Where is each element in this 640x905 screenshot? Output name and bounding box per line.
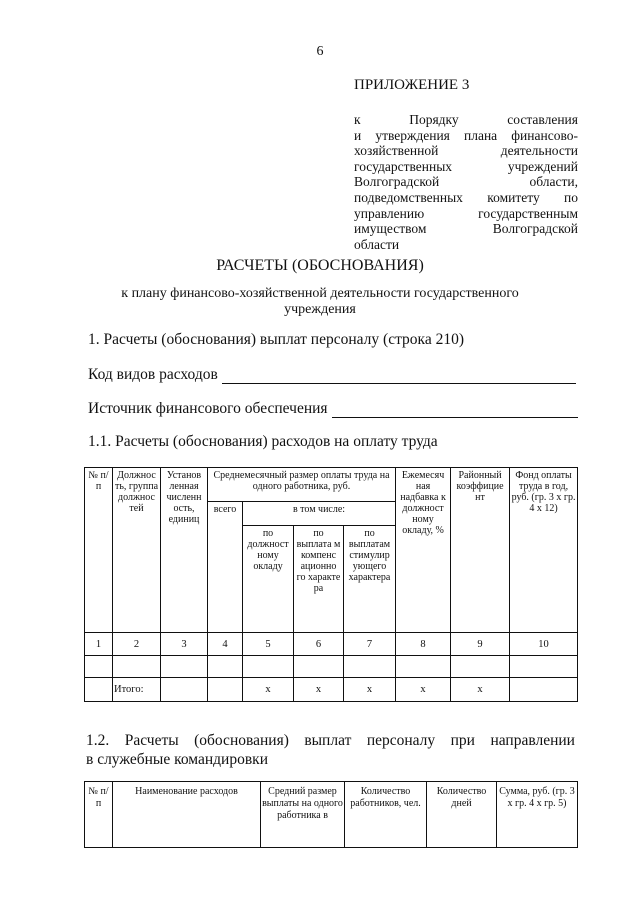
col-number: 7 xyxy=(344,633,396,656)
funding-source-field xyxy=(88,400,578,418)
x-mark: х xyxy=(396,678,451,702)
appendix-line: и утверждения плана финансово- xyxy=(354,127,578,143)
x-mark: х xyxy=(294,678,344,702)
header-workers-count: Количество работников, чел. xyxy=(345,782,427,848)
section-1-2-heading-line-2: в служебные командировки xyxy=(86,751,268,768)
header-compensation: по выплата м компенс ационно го характе ра xyxy=(294,526,344,633)
header-avg-pay: Среднемесячный размер оплаты труда на одного работника, руб. xyxy=(208,468,396,502)
total-label: Итого: xyxy=(113,678,161,702)
travel-expenses-table xyxy=(84,781,578,848)
empty-cell xyxy=(161,656,208,678)
column-numbers-row xyxy=(85,633,578,656)
heading-word: направлении xyxy=(490,732,575,749)
payroll-table xyxy=(84,467,578,702)
empty-cell xyxy=(294,656,344,678)
table-row xyxy=(85,656,578,678)
header-sum: Сумма, руб. (гр. 3 х гр. 4 х гр. 5) xyxy=(497,782,578,848)
appendix-line: области xyxy=(354,236,400,252)
empty-cell xyxy=(396,656,451,678)
empty-cell xyxy=(243,656,294,678)
funding-source-blank-line xyxy=(332,403,578,418)
empty-cell xyxy=(208,678,243,702)
col-number: 5 xyxy=(243,633,294,656)
appendix-line: управлению государственным xyxy=(354,205,578,221)
expense-code-blank-line xyxy=(222,369,576,384)
x-mark: х xyxy=(243,678,294,702)
heading-word: персоналу xyxy=(366,732,436,749)
document-title: РАСЧЕТЫ (ОБОСНОВАНИЯ) xyxy=(216,257,424,274)
appendix-line: имуществом Волгоградской xyxy=(354,221,578,237)
table-header-row xyxy=(85,782,578,848)
expense-code-field xyxy=(88,366,576,384)
header-headcount: Установ ленная численн ость, единиц xyxy=(161,468,208,633)
table-header-row xyxy=(85,468,578,502)
empty-cell xyxy=(451,656,510,678)
col-number: 3 xyxy=(161,633,208,656)
x-mark: х xyxy=(451,678,510,702)
heading-word: при xyxy=(450,732,475,749)
col-number: 2 xyxy=(113,633,161,656)
col-number: 6 xyxy=(294,633,344,656)
col-number: 8 xyxy=(396,633,451,656)
header-expense-name: Наименование расходов xyxy=(113,782,261,848)
header-fund: Фонд оплаты труда в год, руб. (гр. 3 х гр. 4 х 12) xyxy=(510,468,578,633)
header-days-count: Количество дней xyxy=(427,782,497,848)
header-total: всего xyxy=(208,502,243,633)
header-salary: по должност ному окладу xyxy=(243,526,294,633)
empty-cell xyxy=(344,656,396,678)
col-number: 9 xyxy=(451,633,510,656)
appendix-line: к Порядку составления xyxy=(354,112,578,127)
empty-cell xyxy=(85,678,113,702)
appendix-line: хозяйственной деятельности xyxy=(354,143,578,159)
empty-cell xyxy=(161,678,208,702)
header-regional: Районный коэффицие нт xyxy=(451,468,510,633)
expense-code-label: Код видов расходов xyxy=(88,366,218,383)
heading-word: Расчеты xyxy=(124,732,179,749)
header-stimulus: по выплатам стимулир ующего характера xyxy=(344,526,396,633)
heading-word: выплат xyxy=(304,732,352,749)
header-including: в том числе: xyxy=(243,502,396,526)
empty-cell xyxy=(510,678,578,702)
section-1-2-heading-line-1 xyxy=(86,731,575,750)
empty-cell xyxy=(113,656,161,678)
appendix-line: Волгоградской области, xyxy=(354,174,578,190)
section-1-1-heading: 1.1. Расчеты (обоснования) расходов на оплату труда xyxy=(88,433,438,450)
section-1-2-heading xyxy=(86,731,575,769)
x-mark: х xyxy=(344,678,396,702)
appendix-description xyxy=(354,112,578,252)
header-bonus: Ежемесяч ная надбавка к должност ному окладу, % xyxy=(396,468,451,633)
col-number: 10 xyxy=(510,633,578,656)
empty-cell xyxy=(208,656,243,678)
funding-source-label: Источник финансового обеспечения xyxy=(88,400,328,417)
page-number: 6 xyxy=(316,44,324,59)
appendix-title: ПРИЛОЖЕНИЕ 3 xyxy=(354,77,470,93)
header-num: № п/п xyxy=(85,468,113,633)
empty-cell xyxy=(510,656,578,678)
appendix-line: государственных учреждений xyxy=(354,158,578,174)
appendix-line: подведомственных комитету по xyxy=(354,189,578,205)
document-subtitle xyxy=(100,286,540,318)
subtitle-line-1: к плану финансово-хозяйственной деятельности государственного xyxy=(121,286,519,301)
header-num: № п/п xyxy=(85,782,113,848)
heading-word: (обоснования) xyxy=(194,732,289,749)
heading-word: 1.2. xyxy=(86,732,110,749)
empty-cell xyxy=(85,656,113,678)
header-avg-payment: Средний размер выплаты на одного работника в xyxy=(261,782,345,848)
col-number: 4 xyxy=(208,633,243,656)
col-number: 1 xyxy=(85,633,113,656)
section-1-heading: 1. Расчеты (обоснования) выплат персоналу (строка 210) xyxy=(88,331,464,348)
subtitle-line-2: учреждения xyxy=(284,302,356,317)
total-row xyxy=(85,678,578,702)
header-position: Должнос ть, группа должнос тей xyxy=(113,468,161,633)
